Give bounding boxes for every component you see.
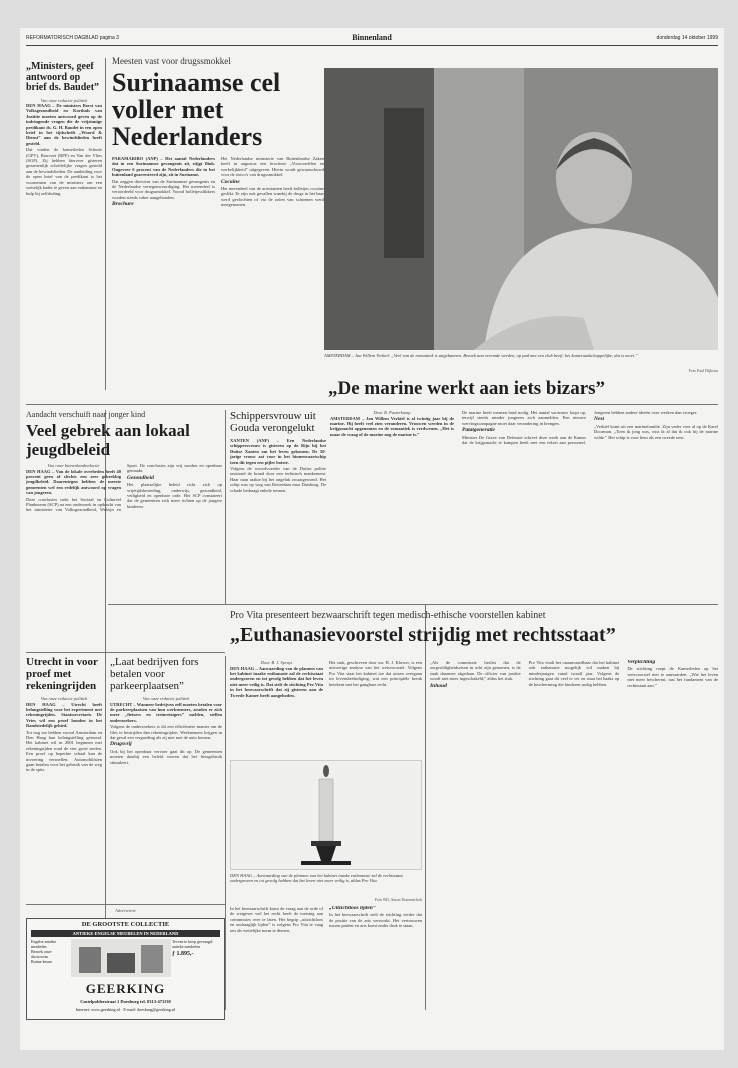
- kicker: Meesten vast voor drugssmokkel: [112, 56, 231, 66]
- ad-text: Engelse antieke meubelen: [31, 939, 57, 949]
- subheading: Inhoud: [430, 682, 447, 689]
- subheading: Nest: [594, 416, 605, 423]
- article-provita-header: [230, 610, 718, 658]
- paragraph: Het Nederlandse ministerie van Buitenlandse Zaken heeft in augustus een brochure „Vooroordelen en werkelijkheid” uitgegeven. Hierin wordt gewaarschuwd voor de risico's van drugssmokkel.: [221, 156, 324, 178]
- subheading: Drugsvrij: [110, 741, 132, 748]
- ad-web: Internet: www.geerking.nl · E-mail: doesburg@geerking.nl: [75, 1007, 176, 1012]
- paragraph: Het stuk, geschreven door mr. H. J. Kluwer, is een uitvoerige analyse van het wetsvoorstel. Volgens Pro Vita staat het kabinet toe dat artsen overgaan tot levensbeëindiging, wat een principiële breuk betekent met het gangbare recht.: [329, 660, 422, 687]
- article-title: „Laat bedrijven fors betalen voor parkeerplaatsen”: [110, 656, 199, 692]
- newspaper-page: [20, 28, 724, 1050]
- subheading: „Uitzichtloos lijden”: [329, 906, 376, 911]
- paragraph: In het bezwaarschrift stelt de stichting verder dat de positie van de arts verzwakt. Het vertrouwen tussen patiënt en arts komt onder druk te staan.: [329, 912, 422, 929]
- article-marine-body: [330, 410, 718, 600]
- subheading: Brochure: [112, 201, 134, 208]
- paragraph: „Verkiel komt uit een marinefamilie. Zijn vader voer al op de Karel Doorman. „Toen ik jong was, wist ik al dat ik ook bij de marine wilde.” Het schip is voor hem als een tweede nest.: [594, 423, 718, 440]
- ad-address: Castelpolderstraat 1 Doesburg tel. 0313-471130: [80, 999, 171, 1004]
- column-rule: [225, 656, 226, 1010]
- article-utrecht: [26, 656, 102, 902]
- article-title-marine: „De marine werkt aan iets bizars”: [328, 378, 606, 399]
- article-title: Schippersvrouw uit Gouda verongelukt: [230, 410, 316, 434]
- photo-sailor: [324, 68, 718, 350]
- photo-credit: Foto Paul Dijkstra: [688, 368, 718, 373]
- advertisement[interactable]: [26, 918, 225, 1020]
- paragraph: Volgens de onderzoekers is dit een efficiëntere manier om de files te bestrijden dan rekeningrijden. Werknemers krijgen in dat geval een vergoeding als zij niet met de auto komen.: [110, 724, 222, 740]
- photo-candle: [230, 760, 422, 870]
- article-baudet: [26, 62, 102, 402]
- article-title: „Ministers, geef antwoord op brief ds. Baudet”: [26, 62, 100, 93]
- paragraph: Deze conclusies trekt het Sociaal en Cultureel Planbureau (SCP) na een onderzoek in opdracht van het ministerie van Volksgezondheid, Welzijn en Sport. De conclusies zijn vrij somber en openbaar gemaakt.: [26, 463, 222, 513]
- section-rule: [26, 652, 225, 653]
- lead-paragraph: DEN HAAG – Utrecht heeft belangstelling voor het experiment met rekeningrijden. Staatssecretaris De Vries wil een proef houden in het Randstedelijk gebied.: [26, 701, 102, 729]
- subheading: Gezondheid: [127, 474, 154, 481]
- ad-label: Advertentie: [115, 908, 136, 913]
- paragraph: Tot nog toe hebben vooral Amsterdam en Den Haag hun belangstelling getoond. Het kabinet wil in 2001 beginnen met rekeningrijden rond de vier grote steden. Een proef op beperkte schaal kan de invoering versnellen. Automobilisten gaan betalen voor het gebruik van de weg in de spits.: [26, 729, 102, 773]
- byline: Door R. Pasterkamp: [373, 410, 411, 415]
- article-provita-body-right: [430, 660, 718, 1010]
- sailor-photo-illustration: [324, 68, 718, 350]
- paragraph: In het bezwaarschrift komt de vraag aan de orde of de wetgever wel het recht heeft de toetsing aan commissies over te laten. Het begrip „uitzichtloos en ondraaglijk lijden” is volgens Pro Vita te vaag om als wettelijke norm te dienen.: [230, 906, 323, 933]
- section-title: Binnenland: [352, 33, 392, 42]
- article-suriname: [112, 56, 324, 400]
- section-rule: [26, 404, 718, 405]
- column-rule: [225, 410, 226, 605]
- subheading: Patatgeneratie: [462, 427, 495, 434]
- article-jeugdbeleid: [26, 410, 222, 602]
- paragraph: Minister De Grave van Defensie schreef deze week aan de Kamer dat de krijgsmacht te kampen heeft met een tekort aan personeel. Jongeren hebben andere ideeën over werken dan vroeger.: [462, 410, 698, 446]
- article-title: Veel gebrek aan lokaal jeugdbeleid: [26, 421, 190, 459]
- byline: Van onze redactie politiek: [142, 696, 190, 701]
- paragraph: Het plaatselijke beleid richt zich op vrijetijdsbesteding, onderwijs, gezondheid, veiligheid en openbare orde. Het SCP constateert dat de gemeenten zich meer richten op de jongere kinderen.: [127, 482, 222, 509]
- ad-text: Tevens te koop gevraagd:: [172, 939, 213, 944]
- lead-paragraph: XANTEN (ANP) – Een Nederlandse schippersvrouw is gisteren op de Rijn bij het Duitse Xanten om het leven gekomen. De 50-jarige vrouw zat voor in het binnenvaartschip toen dit tegen een pijler botste.: [230, 438, 326, 465]
- lead-paragraph: DEN HAAG – De ministers Borst van Volksgezondheid en Korthals van Justitie moeten antwoord geven op de indringende vragen die de vrijzinnige predikant ds. G. H. Baudet in een open brief in het tijdschrift „Woord & Dienst” aan de bewindslieden heeft gesteld.: [26, 103, 102, 146]
- candle-illustration: [231, 761, 421, 869]
- ad-price: ƒ 1.895,-: [172, 951, 194, 957]
- paragraph: De stichting roept de Kamerleden op het wetsvoorstel niet te aanvaarden. „Wie het leven niet meer beschermt, tast het fundament van de rechtsstaat aan.”: [627, 666, 718, 688]
- paragraph: Pro Vita vindt het onaanvaardbaar dat het kabinet ook euthanasie mogelijk wil maken bij minderjarigen vanaf twaalf jaar. Volgens de stichting gaat dit veel te ver en staat het haaks op de bescherming die kinderen nodig hebben.: [528, 660, 620, 687]
- column-rule: [425, 604, 426, 1010]
- paragraph: „Als de commissie beslist dat de zorgvuldigheidseisen in acht zijn genomen, is de zaak daarmee afgedaan. De officier van justitie wordt niet meer ingeschakeld,” aldus het stuk.: [430, 660, 521, 682]
- subheading: Cocaïne: [221, 178, 240, 185]
- lead-paragraph: DEN HAAG – Van de lokale overheden heeft 40 procent geen of slechts een zeer gebrekkig jeugdbeleid. Daarentegen hebben de meeste gemeenten wel een redelijk antwoord op vragen van jongeren.: [26, 468, 121, 496]
- photo-credit: Foto RD, Anton Dommerholt: [374, 897, 422, 902]
- paragraph: Ook bij het openbaar vervoer gaat dit op. De gemeenten moeten daarbij een beleid voeren dat het fietsgebruik stimuleert.: [110, 748, 222, 765]
- article-title: Utrecht in voor proef met rekeningrijden: [26, 656, 98, 692]
- header-date: donderdag 14 oktober 1999: [656, 35, 718, 41]
- header-left: REFORMATORISCH DAGBLAD pagina 3: [26, 35, 119, 41]
- byline: Door B. J. Spruyt: [260, 660, 293, 665]
- lead-paragraph: AMSTERDAM – Jan Willem Verkiel is al twintig jaar bij de marine. Hij heeft veel zien veranderen. Vrouwen werden in de krijgsmacht opgenomen en de romantiek is verdwenen. „Het is maar de vraag of de marine nog de marine is.”: [330, 415, 454, 437]
- ad-brand-logo: GEERKING: [85, 981, 166, 996]
- kicker: Aandacht verschuift naar jonger kind: [26, 410, 146, 419]
- article-provita-body-left: [230, 906, 422, 1010]
- page-header: [26, 32, 718, 46]
- kicker: Pro Vita presenteert bezwaarschrift tegen medisch-ethische voorstellen kabinet: [230, 610, 546, 621]
- photo-caption: AMSTERDAM – Jan Willem Verkiel: „Veel van de romantiek is uitgebannen. Bezoek aan vreemde werden, op pad met een club heeft, het kameraadschappelijke, dat is moet.”: [324, 353, 638, 358]
- subheading: Verplichting: [627, 660, 656, 665]
- ad-text: antieke meubelen: [172, 944, 201, 949]
- lead-paragraph: PARAMARIBO (ANP) – Het aantal Nederlanders dat in een Surinaamse gevangenis zit, stijgt flink. Ongeveer 6 procent van de Nederlanders die in het buitenland gearresteerd zijn, zit in Suriname.: [112, 156, 215, 178]
- photo-caption: DEN HAAG – Aanvaarding van de plannen van het kabinet inzake euthanasie zal de rechtsstaat ondergraven en tot gevolg hebben dat het leven niet meer veilig is, aldus Pro Vita.: [230, 873, 403, 884]
- ad-text: Bezoek onze showroom: [31, 949, 52, 959]
- article-title: Surinaamse cel voller met Nederlanders: [112, 68, 281, 151]
- byline: Van onze redactie politiek: [40, 97, 88, 103]
- article-parkeerplaatsen: [110, 656, 222, 902]
- section-rule: [108, 604, 718, 605]
- paragraph: Volgens de woordvoerder van de Duitse politie ontstond de brand door een technisch mankement. Haar man raakte bij het ongeluk zwaargewond. Het schip was op weg van Rotterdam naar Duisburg. De schade bedraagt enkele tonnen.: [230, 466, 326, 493]
- furniture-illustration: [71, 939, 171, 977]
- byline: Van onze binnenlandredactie: [47, 463, 100, 468]
- byline: Van onze redactie politiek: [40, 696, 88, 701]
- article-title: „Euthanasievoorstel strijdig met rechtsstaat”: [230, 624, 616, 646]
- section-rule: [26, 904, 225, 905]
- article-schippersvrouw: [230, 410, 326, 602]
- column-rule: [105, 58, 106, 390]
- ad-headline: DE GROOTSTE COLLECTIE: [81, 921, 170, 928]
- lead-paragraph: DEN HAAG – Aanvaarding van de plannen van het kabinet inzake euthanasie zal de rechtsstaat ondergraven en tot gevolg hebben dat het leven niet meer veilig is. Dat stelt de stichting Pro Vita in het bezwaarschrift dat zij gisteren aan de Tweede Kamer heeft aangeboden.: [230, 665, 323, 698]
- paragraph: De marine heeft mensen hard nodig. Het aantal vacatures loopt op, terwijl steeds minder jongeren zich aanmelden. Een nieuwe wervingscampagne moet daar verandering in brengen.: [462, 410, 586, 426]
- paragraph: Dat vinden de kamerleden Schutte (GPV), Rouvoet (RPF) en Van der Vlies (SGP). Zij hebben hierover gisteren gezamenlijk schriftelijke vragen gesteld aan de bewindslieden. De aanleiding voor de open brief van de predikant is het voornemen van de ministers om een wettelijk kader te geven aan euthanasie en hulp bij zelfdoding.: [26, 147, 102, 196]
- paragraph: Het merendeel van de arrestanten heeft bolletjes cocaïne geslikt. Er zijn ook gevallen waarbij de drugs in het haar werd gevlochten of via de zolen van schoenen werd meegenomen.: [221, 186, 324, 208]
- lead-paragraph: UTRECHT – Wanneer bedrijven zelf moeten betalen voor de parkeerplaatsen van hun werknemers, zouden er zich meer „fietsers en treinreizigers” melden, stellen onderzoekers.: [110, 701, 222, 723]
- article-provita-lead: [230, 660, 422, 758]
- ad-subheadline: ANTIEKE ENGELSE MEUBELEN IN NEDERLAND: [31, 930, 220, 937]
- paragraph: Dat zeggen directeur van de Surinaamse gevangenis en de Nederlandse vertegenwoordiging. Het merendeel is veroordeeld voor drugssmokkel. Vooral bolletjesslikkers worden steeds vaker aangehouden.: [112, 178, 215, 200]
- ad-text: Ruime keuze: [31, 959, 52, 964]
